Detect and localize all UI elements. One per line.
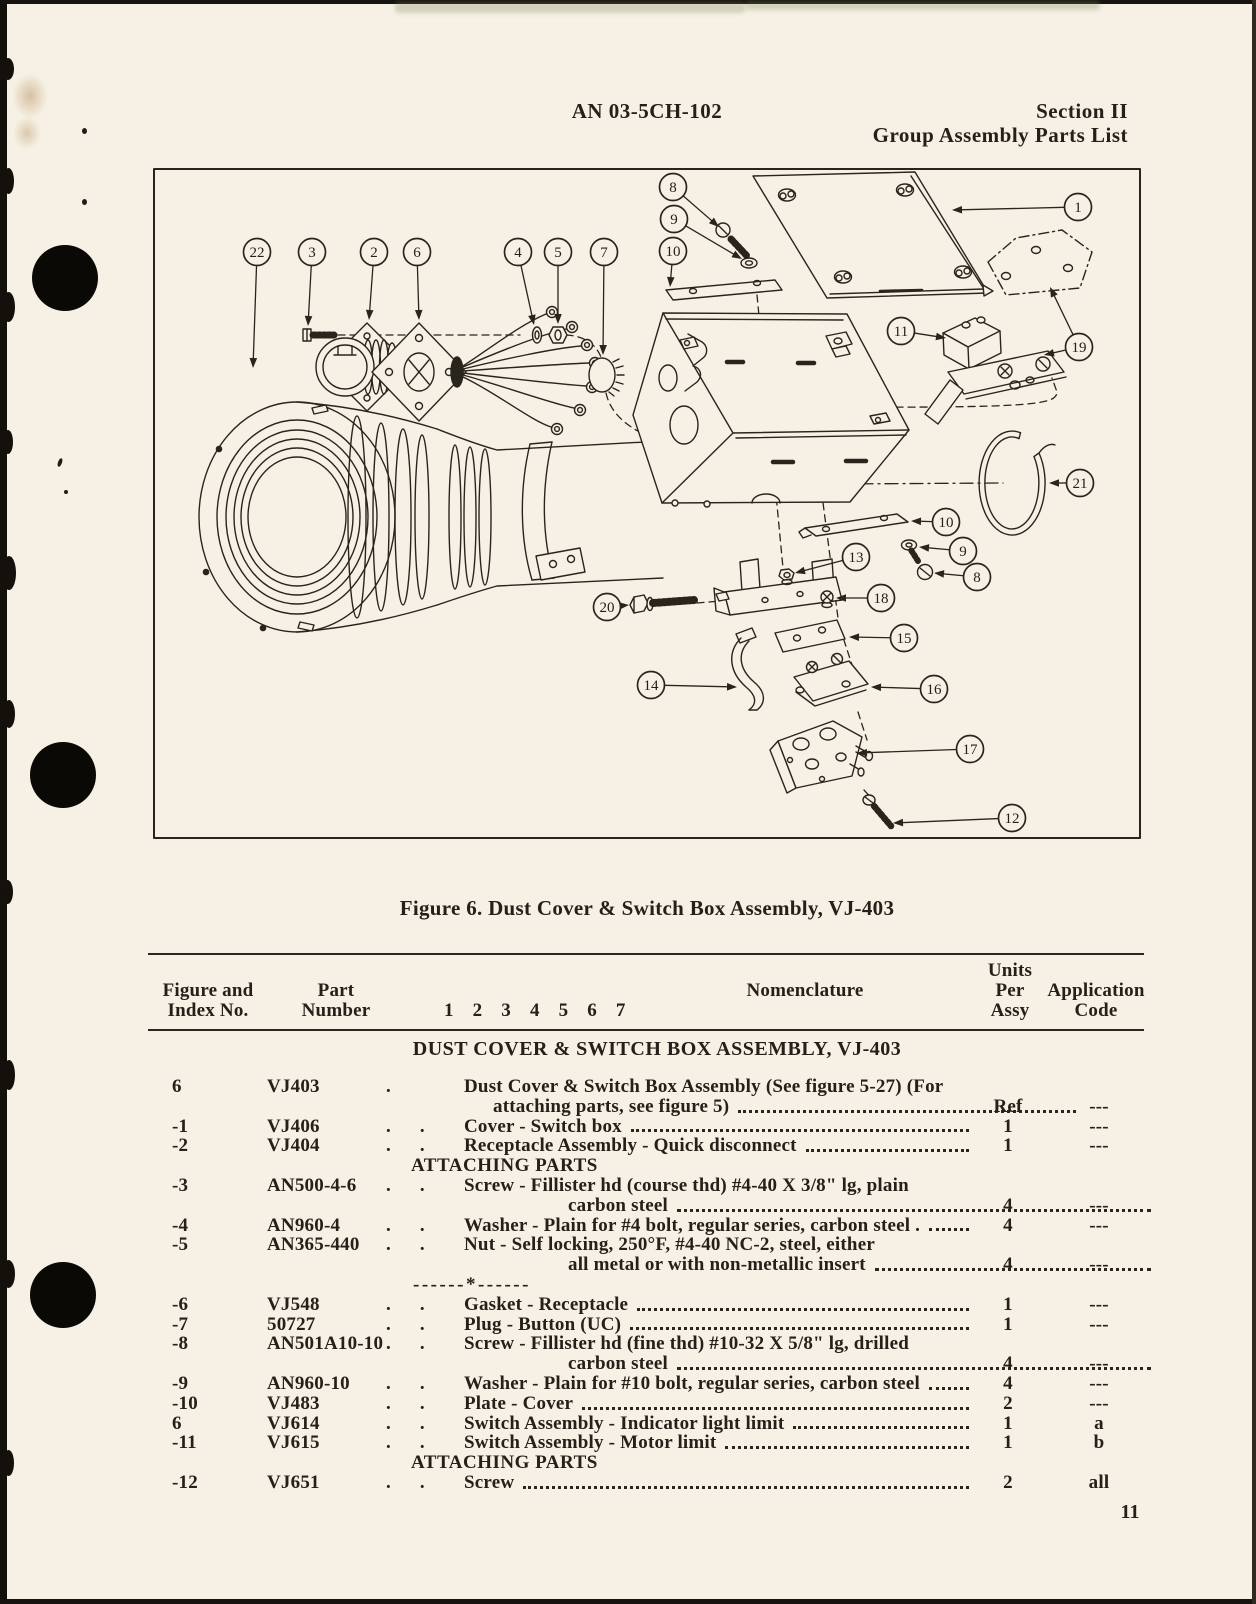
- washer-4: [533, 327, 542, 343]
- section-title: Section II: [1036, 99, 1128, 123]
- table-row: [148, 1136, 1146, 1156]
- callout-arrowhead: [911, 517, 921, 525]
- table-row: [148, 1156, 1146, 1176]
- nomenclature-cell: [386, 1216, 971, 1236]
- callout-arrowhead: [528, 314, 535, 325]
- dot-leader: [929, 1228, 969, 1231]
- callout-arrowhead: [727, 683, 737, 691]
- application-code: ---: [1089, 1254, 1109, 1276]
- plate-15: [775, 620, 845, 652]
- wire-bundle: [451, 307, 601, 435]
- dot-leader: [630, 1327, 969, 1330]
- indenture-dots: . .: [386, 1234, 425, 1256]
- table-row: [148, 1216, 1146, 1236]
- exploded-view-figure: [152, 167, 1142, 840]
- callout-arrowhead: [305, 316, 313, 326]
- callout-number: 14: [643, 678, 659, 694]
- clamp-band: [522, 442, 585, 580]
- callout-arrowhead: [934, 570, 944, 578]
- nomenclature-cell: [386, 1235, 971, 1255]
- screw-8-bottom: [911, 550, 933, 580]
- indenture-dots: . .: [386, 1135, 425, 1157]
- dot-leader: [523, 1486, 969, 1489]
- ink-speck: [82, 199, 87, 205]
- callout-leader: [521, 265, 534, 323]
- paper-stain: [13, 116, 41, 150]
- part-number: VJ651: [267, 1471, 320, 1493]
- units-per-assy: 4: [1003, 1214, 1013, 1236]
- callout-arrowhead: [952, 206, 962, 214]
- nut-5: [549, 327, 567, 343]
- application-code: ---: [1089, 1095, 1109, 1117]
- dot-leader: [631, 1129, 969, 1132]
- indenture-dots: . .: [386, 1333, 425, 1355]
- indenture-dots: . .: [386, 1174, 425, 1196]
- units-per-assy: 1: [1003, 1293, 1013, 1315]
- section-subtitle: Group Assembly Parts List: [872, 123, 1128, 147]
- punch-hole: [32, 245, 98, 311]
- indenture-dots: . .: [386, 1214, 425, 1236]
- ink-speck: [82, 128, 87, 134]
- bolt-20: [630, 595, 694, 613]
- units-per-assy: 4: [1003, 1254, 1013, 1276]
- paper-edge-bump: [3, 430, 13, 454]
- washer-9-bottom: [902, 540, 917, 550]
- part-number: VJ406: [267, 1115, 320, 1137]
- table-row: [148, 1334, 1146, 1354]
- figure-index-no: -10: [172, 1392, 198, 1414]
- callout-number: 15: [896, 631, 912, 647]
- switch-box-cover: [753, 172, 993, 298]
- units-per-assy: 1: [1003, 1432, 1013, 1454]
- units-per-assy: Ref: [993, 1095, 1023, 1117]
- table-rows: [148, 1077, 1146, 1493]
- nomenclature-text: attaching parts, see figure 5): [493, 1095, 730, 1117]
- callout-leader: [954, 207, 1065, 210]
- application-code: ---: [1089, 1353, 1109, 1375]
- indenture-dots: . .: [386, 1392, 425, 1414]
- limit-switch-assembly: [925, 317, 1066, 424]
- application-code: ---: [1089, 1135, 1109, 1157]
- figure-index-no: -3: [172, 1174, 189, 1196]
- mounting-bracket-plate: [988, 230, 1092, 295]
- col-header-units-3: Assy: [990, 1000, 1030, 1021]
- indenture-dots: . .: [386, 1471, 425, 1493]
- switch-box: [633, 313, 909, 507]
- figure-index-no: -9: [172, 1372, 189, 1394]
- application-code: ---: [1089, 1115, 1109, 1137]
- bleedthrough-smudge: [745, 1, 1100, 10]
- callout-arrowhead: [366, 310, 374, 320]
- screw-8-top: [716, 223, 747, 256]
- callout-number: 20: [599, 600, 615, 616]
- nomenclature-text: carbon steel: [568, 1353, 669, 1375]
- callout-number: 22: [249, 245, 265, 261]
- indenture-dots: . .: [386, 1412, 425, 1434]
- nomenclature-cell: [386, 1334, 971, 1354]
- switch-16: [794, 654, 868, 707]
- figure-index-no: -7: [172, 1313, 189, 1335]
- figure-index-no: -8: [172, 1333, 189, 1355]
- indenture-dots: . .: [386, 1313, 425, 1335]
- callout-number: 21: [1072, 476, 1088, 492]
- nomenclature-text: Dust Cover & Switch Box Assembly (See figure 5-27) (For: [464, 1076, 944, 1097]
- indenture-dots: . .: [386, 1115, 425, 1137]
- callout-number: 18: [873, 591, 889, 607]
- figure-index-no: -6: [172, 1293, 189, 1315]
- parts-table: [148, 944, 1146, 1519]
- units-per-assy: 1: [1003, 1412, 1013, 1434]
- table-row: [148, 1315, 1146, 1335]
- table-row: [148, 1433, 1146, 1453]
- switch-bracket: [714, 559, 842, 615]
- paper-edge-bump: [3, 700, 15, 728]
- units-per-assy: 4: [1003, 1353, 1013, 1375]
- callout-number: 7: [600, 245, 608, 261]
- application-code: ---: [1089, 1313, 1109, 1335]
- dot-leader: [793, 1426, 969, 1429]
- application-code: all: [1088, 1471, 1110, 1493]
- callout-leader: [253, 265, 256, 366]
- col-header-part-2: Number: [301, 1000, 371, 1021]
- table-row: [148, 1176, 1146, 1196]
- table-rule-top: [148, 953, 1144, 955]
- indenture-dots: . .: [386, 1372, 425, 1394]
- part-number: VJ614: [267, 1412, 320, 1434]
- figure-index-no: -2: [172, 1135, 189, 1157]
- nomenclature-text: Screw - Fillister hd (fine thd) #10-32 X 5/8" lg, drilled: [464, 1333, 910, 1355]
- callout-number: 9: [959, 544, 967, 560]
- paper-stain: [12, 73, 48, 119]
- scan-edge-right: [1252, 0, 1256, 1604]
- attaching-parts-label: ATTACHING PARTS: [411, 1452, 598, 1474]
- table-row: [148, 1394, 1146, 1414]
- paper-edge-bump: [2, 880, 13, 904]
- callout-arrowhead: [554, 314, 562, 324]
- screw-3: [303, 329, 334, 341]
- callout-number: 9: [670, 212, 678, 228]
- callout-arrowhead: [795, 567, 806, 574]
- bracket-17: [770, 721, 873, 793]
- paper-edge-bump: [2, 292, 15, 322]
- part-number: VJ483: [267, 1392, 320, 1414]
- callout-leader: [664, 685, 735, 687]
- callout-arrowhead: [849, 633, 859, 641]
- col-header-units-1: Units: [987, 960, 1033, 981]
- table-row: [148, 1196, 1146, 1216]
- callout-number: 4: [514, 245, 522, 261]
- callout-number: 11: [893, 324, 909, 340]
- nomenclature-cell: [386, 1117, 971, 1137]
- ink-speck: [64, 490, 68, 494]
- table-row: [148, 1097, 1146, 1117]
- washer-9-top: [741, 258, 757, 268]
- nomenclature-text: Cover - Switch box: [464, 1115, 622, 1137]
- units-per-assy: 4: [1003, 1372, 1013, 1394]
- nomenclature-text: Switch Assembly - Motor limit: [464, 1432, 717, 1454]
- screw-18: [821, 591, 833, 608]
- nomenclature-cell: [386, 1374, 971, 1394]
- part-number: VJ403: [267, 1076, 320, 1097]
- nomenclature-cell: [386, 1315, 971, 1335]
- cover-plate-strip-top: [666, 280, 782, 300]
- screw-12: [863, 795, 891, 826]
- table-row: [148, 1374, 1146, 1394]
- punch-hole: [30, 742, 96, 808]
- callout-number: 13: [848, 550, 864, 566]
- col-header-part-1: Part: [317, 980, 355, 1001]
- figure-index-no: -1: [172, 1115, 189, 1137]
- table-row: [148, 1235, 1146, 1255]
- attaching-parts-label: ATTACHING PARTS: [411, 1155, 598, 1177]
- callout-arrowhead: [250, 358, 258, 368]
- strap-14: [732, 628, 764, 710]
- col-header-figure-index-1: Figure and: [162, 980, 254, 1001]
- callout-arrowhead: [415, 310, 423, 320]
- cover-plate-strip-bottom: [799, 514, 908, 538]
- bleedthrough-smudge: [395, 2, 745, 13]
- units-per-assy: 2: [1003, 1392, 1013, 1414]
- application-code: ---: [1089, 1392, 1109, 1414]
- nomenclature-cell: [386, 1176, 971, 1196]
- nomenclature-text: Screw: [464, 1471, 515, 1493]
- part-number: VJ404: [267, 1135, 320, 1157]
- assembly-section-title: DUST COVER & SWITCH BOX ASSEMBLY, VJ-403: [412, 1038, 902, 1060]
- units-per-assy: 1: [1003, 1115, 1013, 1137]
- callout-number: 1: [1074, 200, 1082, 216]
- nomenclature-text: Washer - Plain for #4 bolt, regular series, carbon steel .: [464, 1214, 921, 1236]
- callout-arrowhead: [599, 345, 607, 355]
- col-header-nomenclature: Nomenclature: [746, 980, 864, 1001]
- nomenclature-text: all metal or with non-metallic insert: [568, 1254, 866, 1276]
- paper-edge-bump: [2, 556, 16, 590]
- part-number: AN960-4: [267, 1214, 341, 1236]
- indenture-dots: . .: [386, 1293, 425, 1315]
- callout-number: 8: [669, 180, 677, 196]
- nomenclature-cell: [386, 1473, 971, 1493]
- page-number: 11: [1120, 1501, 1140, 1523]
- callout-leader: [308, 265, 311, 324]
- application-code: ---: [1089, 1293, 1109, 1315]
- table-row: [148, 1354, 1146, 1374]
- callout-number: 10: [665, 244, 681, 260]
- col-header-application-2: Code: [1074, 1000, 1118, 1021]
- punch-hole: [30, 1262, 96, 1328]
- nomenclature-text: Screw - Fillister hd (course thd) #4-40 X 3/8" lg, plain: [464, 1174, 909, 1196]
- table-row: [148, 1453, 1146, 1473]
- nomenclature-text: Plug - Button (UC): [464, 1313, 622, 1335]
- dust-cover: [199, 402, 437, 632]
- nomenclature-text: Plate - Cover: [464, 1392, 574, 1414]
- nomenclature-cell: [386, 1433, 971, 1453]
- callout-number: 16: [926, 682, 942, 698]
- callout-leader: [603, 265, 604, 353]
- table-row: [148, 1414, 1146, 1434]
- nomenclature-cell: [386, 1136, 971, 1156]
- callout-number: 5: [554, 245, 562, 261]
- application-code: b: [1093, 1432, 1105, 1454]
- callout-arrowhead: [871, 684, 881, 692]
- units-per-assy: 4: [1003, 1194, 1013, 1216]
- table-row: [148, 1117, 1146, 1137]
- table-row: [148, 1077, 1146, 1097]
- units-per-assy: 1: [1003, 1313, 1013, 1335]
- callout-arrowhead: [893, 819, 903, 827]
- dot-leader: [929, 1387, 969, 1390]
- part-number: AN500-4-6: [267, 1174, 357, 1196]
- callout-number: 12: [1004, 811, 1020, 827]
- units-per-assy: 2: [1003, 1471, 1013, 1493]
- application-code: ---: [1089, 1194, 1109, 1216]
- callout-arrowhead: [1050, 287, 1058, 298]
- nomenclature-text: Nut - Self locking, 250°F, #4-40 NC-2, steel, either: [464, 1234, 875, 1256]
- figure-index-no: -4: [172, 1214, 189, 1236]
- paper-edge-bump: [3, 1450, 14, 1476]
- part-number: AN960-10: [267, 1372, 350, 1394]
- nomenclature-text: Switch Assembly - Indicator light limit: [464, 1412, 785, 1434]
- callout-number: 17: [962, 742, 978, 758]
- callout-number: 10: [938, 515, 954, 531]
- paper-torn-edge: [0, 0, 7, 1604]
- col-header-figure-index-2: Index No.: [167, 1000, 249, 1021]
- part-number: VJ548: [267, 1293, 320, 1315]
- callout-number: 3: [308, 245, 316, 261]
- dot-leader: [637, 1308, 969, 1311]
- application-code: ---: [1089, 1214, 1109, 1236]
- dot-leader: [806, 1149, 969, 1152]
- callout-arrowhead: [1049, 479, 1059, 487]
- paper-edge-bump: [3, 1060, 15, 1090]
- figure-index-no: -12: [172, 1471, 198, 1493]
- attaching-parts-separator: ------*------: [413, 1273, 531, 1295]
- nomenclature-cell: [386, 1394, 971, 1414]
- table-row: [148, 1275, 1146, 1295]
- nomenclature-text: Washer - Plain for #10 bolt, regular series, carbon steel: [464, 1372, 920, 1394]
- table-row: [148, 1255, 1146, 1275]
- application-code: a: [1094, 1412, 1104, 1434]
- ink-speck: [57, 458, 64, 468]
- callout-number: 8: [973, 570, 981, 586]
- part-number: 50727: [267, 1313, 316, 1335]
- col-header-units-2: Per: [995, 980, 1025, 1001]
- callout-leader: [859, 749, 957, 752]
- nomenclature-text: carbon steel: [568, 1194, 669, 1216]
- nomenclature-cell: [386, 1077, 971, 1097]
- figure-caption: Figure 6. Dust Cover & Switch Box Assembly, VJ-403: [399, 896, 895, 920]
- callout-leader: [895, 819, 999, 823]
- col-header-application-1: Application: [1047, 980, 1145, 1001]
- figure-index-no: 6: [172, 1076, 182, 1097]
- units-per-assy: 1: [1003, 1135, 1013, 1157]
- dot-leader: [582, 1407, 969, 1410]
- table-row: [148, 1473, 1146, 1493]
- indenture-dots: .: [386, 1076, 391, 1097]
- scan-edge-bottom: [0, 1599, 1256, 1604]
- application-code: ---: [1089, 1372, 1109, 1394]
- nomenclature-text: Gasket - Receptacle: [464, 1293, 629, 1315]
- callout-arrowhead: [919, 544, 929, 552]
- indenture-dots: . .: [386, 1432, 425, 1454]
- part-number: VJ615: [267, 1432, 320, 1454]
- paper-edge-bump: [3, 168, 14, 194]
- nomenclature-text: Receptacle Assembly - Quick disconnect: [464, 1135, 797, 1157]
- table-row: [148, 1295, 1146, 1315]
- document-number: AN 03-5CH-102: [571, 99, 723, 123]
- dot-leader: [725, 1446, 969, 1449]
- paper-edge-bump: [2, 1260, 15, 1288]
- nomenclature-cell: [386, 1414, 971, 1434]
- callout-number: 19: [1071, 340, 1087, 356]
- paper-edge-bump: [2, 58, 14, 80]
- callout-number: 6: [413, 245, 421, 261]
- figure-index-no: -11: [172, 1432, 197, 1454]
- figure-index-no: -5: [172, 1234, 189, 1256]
- table-rule-header: [148, 1029, 1144, 1031]
- nut-13: [779, 569, 794, 585]
- part-number: AN501A10-10: [267, 1333, 384, 1355]
- part-number: AN365-440: [267, 1234, 360, 1256]
- figure-index-no: 6: [172, 1412, 182, 1434]
- col-header-indenture-levels: 1 2 3 4 5 6 7: [444, 1000, 626, 1021]
- nomenclature-cell: [386, 1295, 971, 1315]
- callout-arrowhead: [667, 277, 675, 287]
- callout-number: 2: [370, 245, 378, 261]
- section-header: [828, 99, 1128, 147]
